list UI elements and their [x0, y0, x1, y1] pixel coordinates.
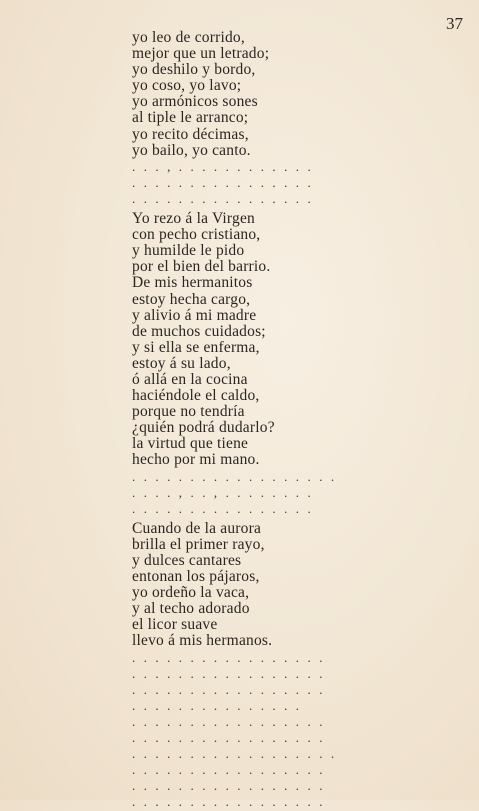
- verse-line: estoy á su lado,: [132, 354, 231, 372]
- ellipsis-line: . . . . . . . . . . . . . . . . .: [132, 665, 326, 681]
- verse-line: y dulces cantares: [132, 552, 242, 569]
- verse-line: con pecho cristiano,: [132, 226, 261, 244]
- verse-line: mejor que un letrado;: [132, 45, 270, 63]
- verse-line: Yo rezo á la Virgen: [132, 210, 255, 228]
- verse-line: hecho por mi mano.: [132, 451, 260, 469]
- ellipsis-line: . . . . . . . . . . . . . . . . .: [132, 778, 326, 794]
- verse-line: estoy hecha cargo,: [132, 290, 251, 308]
- verse-line: brilla el primer rayo,: [132, 535, 265, 553]
- verse-line: haciéndole el caldo,: [132, 387, 260, 405]
- page-number: 37: [446, 14, 463, 33]
- verse-line: ¿quién podrá dudarlo?: [132, 419, 275, 437]
- verse-line: entonan los pájaros,: [132, 568, 260, 586]
- ellipsis-line: . . . . . . . . . . . . . . . . . .: [132, 468, 337, 484]
- ellipsis-line: . . . . . . . . . . . . . . . . . .: [132, 746, 337, 762]
- ellipsis-line: . . . . . . . . . . . . . . . . .: [132, 794, 326, 810]
- ellipsis-block-1: [132, 159, 462, 207]
- verse-line: y alivio á mi madre: [132, 306, 257, 324]
- verse-line: yo coso, yo lavo;: [132, 77, 242, 95]
- ellipsis-line: . . . . . . . . . . . . . . . .: [132, 190, 314, 206]
- verse-line: porque no tendría: [132, 403, 245, 421]
- verse-line: yo armónicos sones: [132, 93, 258, 111]
- ellipsis-line: . . . . . . . . . . . . . . . . .: [132, 713, 326, 729]
- verse-line: yo bailo, yo canto.: [132, 141, 251, 159]
- verse-line: yo ordeño la vaca,: [132, 584, 250, 602]
- verse-line: de muchos cuidados;: [132, 322, 266, 340]
- stanza-3: [132, 521, 462, 650]
- verse-line: yo recito décimas,: [132, 125, 249, 143]
- ellipsis-line: . . . . . . . . . . . . . . . . .: [132, 681, 326, 697]
- ellipsis-line: . . . . . . . . . . . . . . .: [132, 697, 302, 713]
- verse-line: al tiple le arranco;: [132, 109, 249, 127]
- stanza-2: [132, 211, 462, 469]
- verse-line: la virtud que tiene: [132, 435, 249, 453]
- ellipsis-line: . . . . . . . . . . . . . . . .: [132, 500, 314, 516]
- verse-line: y si ella se enferma,: [132, 338, 260, 356]
- ellipsis-line: . . . . . . . . . . . . . . . . .: [132, 730, 326, 746]
- ellipsis-block-2: [132, 469, 462, 517]
- verse-line: llevo á mis hermanos.: [132, 632, 273, 650]
- ellipsis-line: . . . . , . . , . . . . . . . .: [132, 484, 314, 500]
- verse-line: por el bien del barrio.: [132, 258, 271, 276]
- poem-body: [132, 30, 462, 811]
- verse-line: De mis hermanitos: [132, 274, 253, 292]
- stanza-1: [132, 30, 462, 159]
- ellipsis-line: . . . . . . . . . . . . . . . .: [132, 174, 314, 190]
- ellipsis-line: . . . . . . . . . . . . . . . . .: [132, 649, 326, 665]
- ellipsis-line: . . . . . . . . . . . . . . . . .: [132, 762, 326, 778]
- verse-line: ó allá en la cocina: [132, 370, 248, 388]
- verse-line: yo leo de corrido,: [132, 29, 245, 46]
- verse-line: Cuando de la aurora: [132, 519, 262, 537]
- verse-line: y al techo adorado: [132, 600, 250, 618]
- verse-line: el licor suave: [132, 616, 218, 634]
- verse-line: yo deshilo y bordo,: [132, 61, 256, 79]
- ellipsis-line: . . . , . . . . . . . . . . . .: [132, 158, 314, 174]
- verse-line: y humilde le pido: [132, 242, 245, 260]
- ellipsis-block-3: [132, 650, 462, 811]
